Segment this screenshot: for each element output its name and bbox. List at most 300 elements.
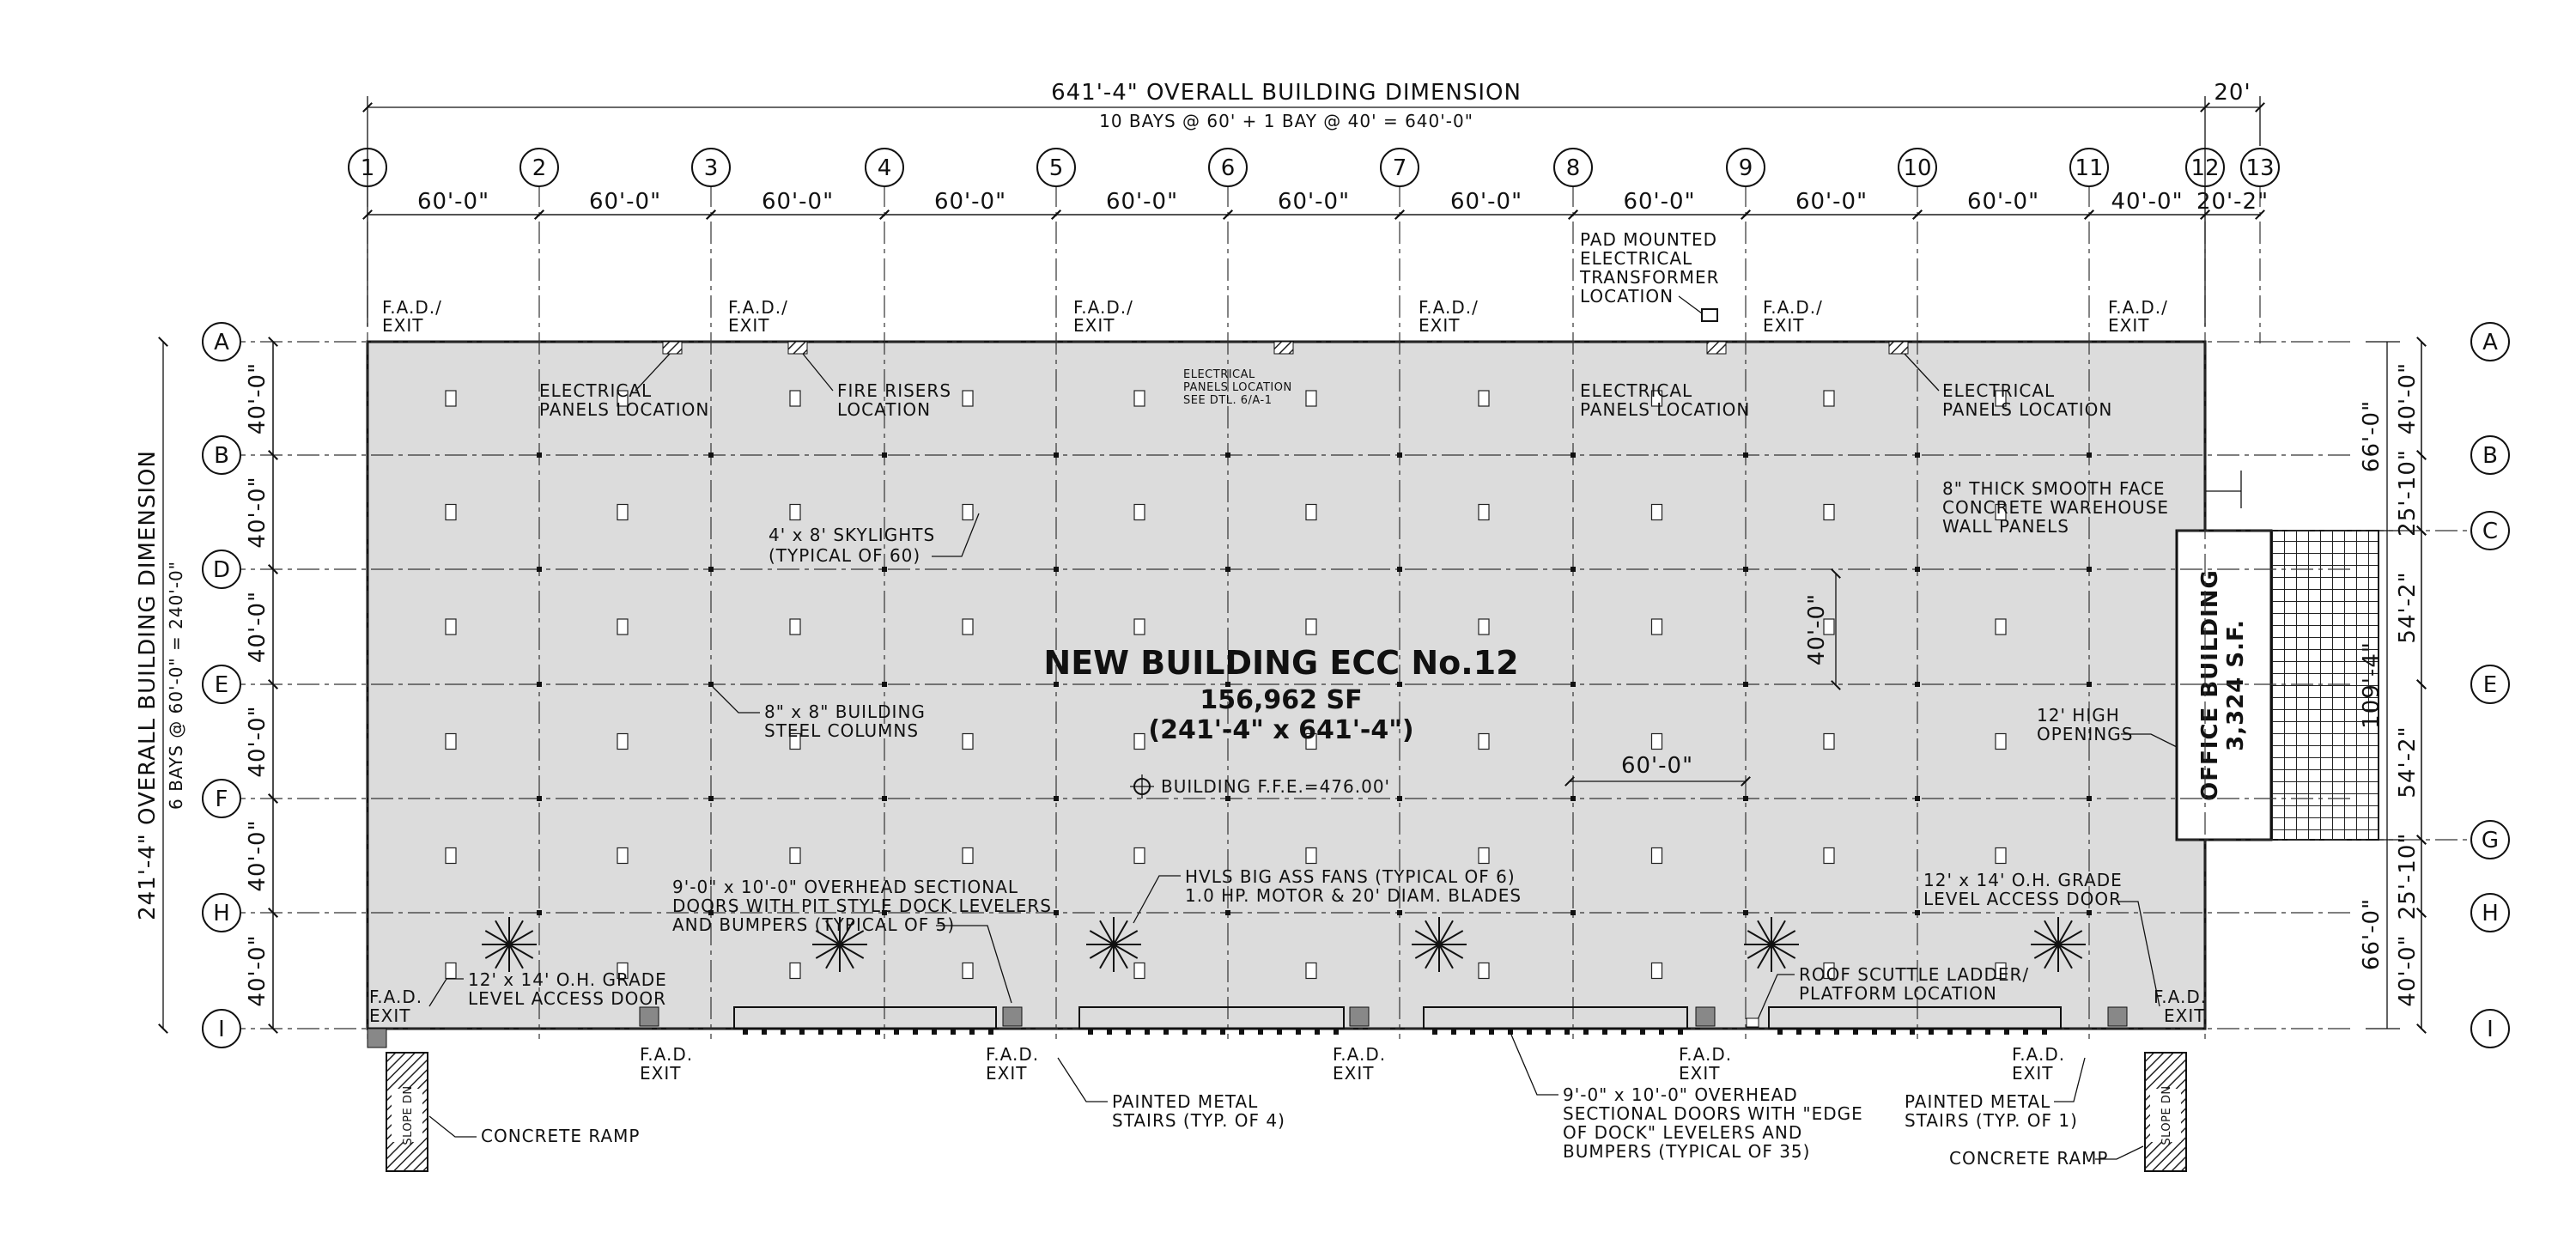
- bubble-label: E: [2482, 672, 2498, 698]
- skylight-icon: [1996, 848, 2006, 864]
- steel-column-icon: [537, 682, 542, 687]
- skylight-icon: [617, 619, 628, 635]
- dock-bumper-icon: [875, 1029, 880, 1035]
- office-area: 3,324 S.F.: [2223, 619, 2249, 751]
- dock-bumper-icon: [1891, 1029, 1896, 1035]
- skylight-icon: [963, 848, 973, 864]
- steel-column-icon: [1397, 452, 1402, 458]
- skylight-icon: [790, 963, 800, 979]
- column-bubble-8: [1554, 149, 1592, 186]
- skylight-icon: [790, 619, 800, 635]
- dock-bumper-icon: [1220, 1029, 1225, 1035]
- transformer-3: TRANSFORMER: [1580, 267, 1720, 288]
- fad-exit-side-left-a: F.A.D.: [369, 987, 423, 1007]
- right-20-label: 20': [2214, 80, 2251, 106]
- fad-exit-bottom-5a: F.A.D.: [2012, 1044, 2066, 1065]
- fad-exit-top-2: F.A.D./: [728, 297, 788, 318]
- transformer-4: LOCATION: [1580, 286, 1674, 307]
- grade-door-left-b: LEVEL ACCESS DOOR: [468, 988, 667, 1009]
- fad-exit-bottom-3a: F.A.D.: [1333, 1044, 1387, 1065]
- bay-dim-label: 60'-0": [761, 189, 835, 215]
- dock-bumper-icon: [951, 1029, 956, 1035]
- bay-dim-label: 40'-0": [2111, 189, 2184, 215]
- dock-bumper-icon: [1508, 1029, 1513, 1035]
- dock-bumper-icon: [1296, 1029, 1301, 1035]
- ffe-label: BUILDING F.F.E.=476.00': [1161, 776, 1391, 797]
- steel-column-icon: [882, 452, 887, 458]
- skylight-icon: [790, 848, 800, 864]
- row-dim-label: 40'-0": [245, 590, 270, 664]
- steel-column-icon: [1225, 567, 1230, 572]
- skylight-icon: [1652, 734, 1662, 750]
- steel-column-icon: [882, 796, 887, 801]
- pit-doors-b: DOORS WITH PIT STYLE DOCK LEVELERS: [672, 896, 1052, 916]
- right-total-b: 109'-4": [2359, 641, 2385, 729]
- row-dim-label: 40'-0": [245, 934, 270, 1007]
- dock-bumper-icon: [1853, 1029, 1858, 1035]
- steel-column-icon: [882, 567, 887, 572]
- fad-exit-top-6: F.A.D./: [2108, 297, 2168, 318]
- steel-column-icon: [1915, 796, 1920, 801]
- bay-dim-label: 60'-0": [933, 189, 1007, 215]
- pit-doors-a: 9'-0" x 10'-0" OVERHEAD SECTIONAL: [672, 877, 1019, 897]
- bubble-label: 8: [1565, 155, 1581, 181]
- grade-door-icon: [2108, 1007, 2127, 1026]
- transformer-1: PAD MOUNTED: [1580, 229, 1718, 250]
- stairs-4b: STAIRS (TYP. OF 4): [1112, 1110, 1285, 1131]
- steel-column-icon: [1054, 796, 1059, 801]
- row-bubble-right-G: [2471, 821, 2509, 859]
- skylight-icon: [617, 505, 628, 520]
- bay-dim-label: 60'-0": [1277, 189, 1351, 215]
- row-dim-label: 40'-0": [245, 705, 270, 778]
- dock-bumper-icon: [743, 1029, 748, 1035]
- dock-bumper-icon: [1182, 1029, 1188, 1035]
- steel-column-icon: [2087, 910, 2092, 915]
- skylight-icon: [963, 391, 973, 406]
- skylight-icon: [1306, 391, 1316, 406]
- fad-exit-bottom-2a: F.A.D.: [986, 1044, 1040, 1065]
- column-bubble-9: [1727, 149, 1765, 186]
- interior-horizontal-dim: 60'-0": [1620, 753, 1694, 779]
- row-bubble-left-B: [203, 436, 240, 474]
- dock-bumper-icon: [1910, 1029, 1915, 1035]
- row-bubble-right-A: [2471, 323, 2509, 361]
- steel-column-icon: [1397, 682, 1402, 687]
- wall-panels-b: CONCRETE WAREHOUSE: [1942, 497, 2170, 518]
- fad-exit-top-3: F.A.D./: [1073, 297, 1133, 318]
- roof-scuttle-b: PLATFORM LOCATION: [1799, 983, 1997, 1004]
- row-bubble-right-B: [2471, 436, 2509, 474]
- dock-bumper-icon: [1145, 1029, 1150, 1035]
- fad-exit-bottom-1b: EXIT: [640, 1063, 682, 1084]
- right-dim-label: 25'-10": [2395, 449, 2421, 537]
- wall-panels-a: 8" THICK SMOOTH FACE: [1942, 478, 2166, 499]
- grade-door-icon: [1003, 1007, 1022, 1026]
- row-bubble-left-D: [203, 550, 240, 588]
- fad-exit-side-right-a: F.A.D.: [2154, 987, 2208, 1007]
- skylight-icon: [1652, 505, 1662, 520]
- row-dim-label: 40'-0": [245, 361, 270, 435]
- bubble-label: H: [213, 901, 230, 926]
- steel-column-icon: [1225, 910, 1230, 915]
- skylight-icon: [1134, 734, 1145, 750]
- fire-risers-a: FIRE RISERS: [837, 380, 952, 401]
- bubble-label: 5: [1048, 155, 1064, 181]
- dock-bumper-icon: [818, 1029, 823, 1035]
- bubble-label: 10: [1903, 155, 1932, 181]
- bubble-label: I: [218, 1017, 225, 1042]
- dock-bumper-icon: [1451, 1029, 1456, 1035]
- skylight-icon: [1652, 848, 1662, 864]
- skylight-icon: [446, 848, 456, 864]
- fad-exit-top-5: F.A.D./: [1763, 297, 1823, 318]
- row-bubble-right-C: [2471, 512, 2509, 550]
- dock-bumper-icon: [1470, 1029, 1475, 1035]
- elec-panels-1b: PANELS LOCATION: [539, 399, 710, 420]
- skylight-icon: [963, 505, 973, 520]
- elec-panels-5a: ELECTRICAL: [1942, 380, 2056, 401]
- skylight-icon: [1134, 963, 1145, 979]
- grade-door-icon: [368, 1029, 386, 1048]
- bubble-label: 3: [703, 155, 719, 181]
- skylights-b: (TYPICAL OF 60): [769, 545, 921, 566]
- bubble-label: A: [214, 330, 229, 355]
- dock-bumper-icon: [1277, 1029, 1282, 1035]
- skylight-icon: [617, 734, 628, 750]
- column-bubble-5: [1037, 149, 1075, 186]
- dock-bumper-icon: [1334, 1029, 1339, 1035]
- row-dim-label: 40'-0": [245, 476, 270, 549]
- dock-bumper-icon: [2023, 1029, 2028, 1035]
- bubble-label: 12: [2190, 155, 2220, 181]
- column-bubble-10: [1899, 149, 1936, 186]
- office-building: [2177, 471, 2379, 840]
- skylight-icon: [1134, 505, 1145, 520]
- bubble-label: 11: [2075, 155, 2104, 181]
- fans-b: 1.0 HP. MOTOR & 20' DIAM. BLADES: [1185, 885, 1522, 906]
- dock-bumper-icon: [1777, 1029, 1783, 1035]
- skylight-icon: [1479, 505, 1489, 520]
- steel-column-icon: [1397, 567, 1402, 572]
- dock-bumper-icon: [1258, 1029, 1263, 1035]
- steel-column-icon: [1571, 796, 1576, 801]
- openings-a: 12' HIGH: [2037, 705, 2120, 726]
- fad-exit-top-1: F.A.D./: [382, 297, 442, 318]
- dock-bumper-icon: [1564, 1029, 1570, 1035]
- skylight-icon: [446, 963, 456, 979]
- bubble-label: F: [215, 786, 228, 812]
- overall-length-label: 641'-4" OVERALL BUILDING DIMENSION: [1051, 80, 1522, 106]
- right-total-dimensions: [2359, 342, 2400, 1029]
- skylight-icon: [1134, 391, 1145, 406]
- dock-bumper-icon: [762, 1029, 767, 1035]
- skylight-icon: [446, 619, 456, 635]
- pit-doors-c: AND BUMPERS (TYPICAL OF 5): [672, 914, 956, 935]
- steel-column-icon: [1743, 796, 1748, 801]
- bubble-label: 7: [1392, 155, 1407, 181]
- row-bubble-left-A: [203, 323, 240, 361]
- skylight-icon: [617, 848, 628, 864]
- edge-doors-d: BUMPERS (TYPICAL OF 35): [1563, 1141, 1811, 1162]
- dock-bumper-icon: [932, 1029, 937, 1035]
- steel-column-icon: [1915, 910, 1920, 915]
- right-total-c: 66'-0": [2359, 897, 2385, 971]
- skylight-icon: [1134, 848, 1145, 864]
- dock-bumper-icon: [1929, 1029, 1934, 1035]
- bubble-label: 6: [1220, 155, 1236, 181]
- column-bubble-13: [2241, 149, 2279, 186]
- right-dim-label: 40'-0": [2395, 361, 2421, 435]
- bubble-label: E: [214, 672, 229, 698]
- skylight-icon: [1479, 848, 1489, 864]
- steel-column-icon: [1054, 910, 1059, 915]
- column-bubble-3: [692, 149, 730, 186]
- bay-dim-label: 60'-0": [1623, 189, 1696, 215]
- fad-exit-top-2b: EXIT: [728, 315, 770, 336]
- fire-risers-b: LOCATION: [837, 399, 932, 420]
- steel-column-icon: [2087, 452, 2092, 458]
- skylight-icon: [446, 734, 456, 750]
- dock-bumper-icon: [1239, 1029, 1244, 1035]
- elec-panels-3b: PANELS LOCATION: [1183, 381, 1292, 394]
- dock-bumper-icon: [837, 1029, 842, 1035]
- elec-panels-5b: PANELS LOCATION: [1942, 399, 2113, 420]
- dock-bumper-icon: [1489, 1029, 1494, 1035]
- office-label: OFFICE BUILDING: [2197, 569, 2223, 801]
- skylight-icon: [1479, 963, 1489, 979]
- dock-bumper-icon: [1659, 1029, 1664, 1035]
- skylight-icon: [446, 391, 456, 406]
- steel-column-icon: [1915, 452, 1920, 458]
- building-size: (241'-4" x 641'-4"): [1148, 715, 1414, 745]
- fad-exit-top-4: F.A.D./: [1419, 297, 1479, 318]
- bubble-label: 13: [2245, 155, 2275, 181]
- steel-column-icon: [1743, 567, 1748, 572]
- skylight-icon: [1134, 619, 1145, 635]
- bays-length-label: 10 BAYS @ 60' + 1 BAY @ 40' = 640'-0": [1099, 111, 1473, 131]
- steel-column-icon: [537, 567, 542, 572]
- elec-panels-3a: ELECTRICAL: [1183, 368, 1255, 381]
- bays-width-label: 6 BAYS @ 60'-0" = 240'-0": [166, 561, 186, 810]
- skylight-icon: [1306, 963, 1316, 979]
- row-bubble-left-I: [203, 1010, 240, 1048]
- row-bubble-right-H: [2471, 894, 2509, 932]
- bay-dim-label: 60'-0": [1105, 189, 1179, 215]
- fad-exit-side-right-b: EXIT: [2164, 1005, 2206, 1026]
- bay-dim-label: 60'-0": [1449, 189, 1523, 215]
- elec-panels-1a: ELECTRICAL: [539, 380, 653, 401]
- skylight-icon: [790, 505, 800, 520]
- stairs-4a: PAINTED METAL: [1112, 1091, 1259, 1112]
- skylight-icon: [790, 391, 800, 406]
- steel-column-icon: [2087, 682, 2092, 687]
- bay-dim-label: 20'-2": [2196, 189, 2269, 215]
- stairs-1a: PAINTED METAL: [1905, 1091, 2051, 1112]
- fad-exit-top-3b: EXIT: [1073, 315, 1115, 336]
- dock-bumper-icon: [1163, 1029, 1169, 1035]
- skylight-icon: [1824, 848, 1834, 864]
- dock-bumper-icon: [1834, 1029, 1839, 1035]
- dock-bumper-icon: [1315, 1029, 1320, 1035]
- dock-bumper-icon: [1546, 1029, 1551, 1035]
- steel-column-icon: [882, 682, 887, 687]
- fad-exit-side-left-b: EXIT: [369, 1005, 411, 1026]
- edge-doors-c: OF DOCK" LEVELERS AND: [1563, 1122, 1803, 1143]
- fad-exit-bottom-3b: EXIT: [1333, 1063, 1375, 1084]
- bubble-label: C: [2482, 519, 2499, 544]
- dock-bumper-icon: [1966, 1029, 1971, 1035]
- column-bubble-2: [520, 149, 558, 186]
- steel-column-icon: [1743, 682, 1748, 687]
- grade-door-left-a: 12' x 14' O.H. GRADE: [468, 969, 667, 990]
- skylight-icon: [1306, 505, 1316, 520]
- steel-columns-b: STEEL COLUMNS: [764, 720, 920, 741]
- roof-scuttle-a: ROOF SCUTTLE LADDER/: [1799, 964, 2030, 985]
- steel-column-icon: [708, 452, 714, 458]
- skylight-icon: [1306, 848, 1316, 864]
- ramp-left-label: CONCRETE RAMP: [481, 1126, 641, 1146]
- skylight-icon: [1479, 391, 1489, 406]
- dock-bumper-icon: [1126, 1029, 1131, 1035]
- steel-column-icon: [708, 567, 714, 572]
- dock-bumper-icon: [799, 1029, 805, 1035]
- steel-column-icon: [1915, 567, 1920, 572]
- dock-bumper-icon: [1621, 1029, 1626, 1035]
- column-bubble-7: [1381, 149, 1419, 186]
- bubble-label: B: [2482, 443, 2498, 469]
- dock-bumper-icon: [1107, 1029, 1112, 1035]
- row-bubble-right-E: [2471, 665, 2509, 703]
- skylight-icon: [1306, 619, 1316, 635]
- steel-column-icon: [1054, 567, 1059, 572]
- stairs-1b: STAIRS (TYP. OF 1): [1905, 1110, 2078, 1131]
- steel-column-icon: [1225, 452, 1230, 458]
- elec-panels-3c: SEE DTL. 6/A-1: [1183, 394, 1273, 407]
- transformer-2: ELECTRICAL: [1580, 248, 1693, 269]
- skylight-icon: [446, 505, 456, 520]
- grade-door-icon: [640, 1007, 659, 1026]
- overall-width-dimension: [135, 342, 186, 1029]
- dock-bumper-icon: [1815, 1029, 1820, 1035]
- steel-column-icon: [1571, 567, 1576, 572]
- dock-bumper-icon: [1678, 1029, 1683, 1035]
- skylight-icon: [1652, 963, 1662, 979]
- dock-bumper-icon: [1985, 1029, 1990, 1035]
- dock-bumper-icon: [1432, 1029, 1437, 1035]
- right-total-a: 66'-0": [2359, 399, 2385, 473]
- building-name: NEW BUILDING ECC No.12: [1043, 644, 1519, 682]
- row-bubble-right-I: [2471, 1010, 2509, 1048]
- dock-bumper-icon: [1947, 1029, 1953, 1035]
- fad-exit-bottom-4a: F.A.D.: [1679, 1044, 1733, 1065]
- grade-door-right-a: 12' x 14' O.H. GRADE: [1923, 870, 2123, 890]
- steel-column-icon: [1915, 682, 1920, 687]
- dock-bumper-icon: [913, 1029, 918, 1035]
- steel-column-icon: [537, 796, 542, 801]
- bubble-label: A: [2482, 330, 2498, 355]
- fad-exit-top-6b: EXIT: [2108, 315, 2150, 336]
- ffe-marker: [1130, 774, 1390, 799]
- steel-column-icon: [1571, 452, 1576, 458]
- steel-column-icon: [1743, 452, 1748, 458]
- right-dim-label: 25'-10": [2395, 832, 2421, 920]
- steel-column-icon: [2087, 567, 2092, 572]
- right-dim-label: 54'-2": [2395, 726, 2421, 799]
- slope-right: SLOPE DN: [2160, 1085, 2173, 1145]
- ramp-right-label: CONCRETE RAMP: [1949, 1148, 2109, 1169]
- bay-dim-label: 60'-0": [588, 189, 662, 215]
- dock-bumper-icon: [988, 1029, 993, 1035]
- column-bubble-11: [2070, 149, 2108, 186]
- bay-dim-label: 60'-0": [1966, 189, 2040, 215]
- edge-doors-a: 9'-0" x 10'-0" OVERHEAD: [1563, 1084, 1798, 1105]
- bay-dim-label: 60'-0": [416, 189, 490, 215]
- skylight-icon: [1824, 391, 1834, 406]
- dock-bumper-icon: [1640, 1029, 1645, 1035]
- row-dim-label: 40'-0": [245, 819, 270, 892]
- steel-columns-a: 8" x 8" BUILDING: [764, 701, 926, 722]
- dock-bumper-icon: [1872, 1029, 1877, 1035]
- skylight-icon: [963, 963, 973, 979]
- skylight-icon: [963, 734, 973, 750]
- dock-bumper-icon: [2042, 1029, 2047, 1035]
- bubble-label: 9: [1738, 155, 1753, 181]
- skylight-icon: [1652, 619, 1662, 635]
- wall-panels-c: WALL PANELS: [1942, 516, 2069, 537]
- dock-bumper-icon: [969, 1029, 975, 1035]
- steel-column-icon: [1397, 796, 1402, 801]
- bubble-label: 4: [877, 155, 892, 181]
- skylight-icon: [1996, 619, 2006, 635]
- fad-exit-top-4b: EXIT: [1419, 315, 1461, 336]
- skylight-icon: [1824, 734, 1834, 750]
- fad-exit-bottom-5b: EXIT: [2012, 1063, 2054, 1084]
- row-bubble-left-F: [203, 780, 240, 817]
- fad-exit-bottom-1a: F.A.D.: [640, 1044, 694, 1065]
- fad-exit-bottom-2b: EXIT: [986, 1063, 1028, 1084]
- skylights-a: 4' x 8' SKYLIGHTS: [769, 525, 936, 545]
- skylight-icon: [1824, 505, 1834, 520]
- grade-door-icon: [1350, 1007, 1369, 1026]
- building-area: 156,962 SF: [1200, 685, 1363, 715]
- grade-door-icon: [1696, 1007, 1715, 1026]
- steel-column-icon: [1397, 910, 1402, 915]
- bubble-label: B: [214, 443, 229, 469]
- interior-vertical-dim: 40'-0": [1804, 592, 1830, 666]
- fad-exit-top-5b: EXIT: [1763, 315, 1805, 336]
- steel-column-icon: [2087, 796, 2092, 801]
- steel-column-icon: [708, 796, 714, 801]
- bubble-label: I: [2487, 1017, 2494, 1042]
- slope-left: SLOPE DN: [402, 1085, 415, 1145]
- fans-a: HVLS BIG ASS FANS (TYPICAL OF 6): [1185, 866, 1516, 887]
- steel-column-icon: [1054, 682, 1059, 687]
- edge-doors-b: SECTIONAL DOORS WITH "EDGE: [1563, 1103, 1863, 1124]
- skylight-icon: [1996, 734, 2006, 750]
- bubble-label: 2: [532, 155, 547, 181]
- fad-exit-bottom-4b: EXIT: [1679, 1063, 1721, 1084]
- grade-door-right-b: LEVEL ACCESS DOOR: [1923, 889, 2123, 909]
- steel-column-icon: [1054, 452, 1059, 458]
- column-bubble-4: [866, 149, 903, 186]
- skylight-icon: [1479, 734, 1489, 750]
- steel-column-icon: [1743, 910, 1748, 915]
- steel-column-icon: [708, 682, 714, 687]
- column-bubble-6: [1209, 149, 1247, 186]
- bubble-label: H: [2482, 901, 2499, 926]
- overall-width-label: 241'-4" OVERALL BUILDING DIMENSION: [135, 450, 161, 920]
